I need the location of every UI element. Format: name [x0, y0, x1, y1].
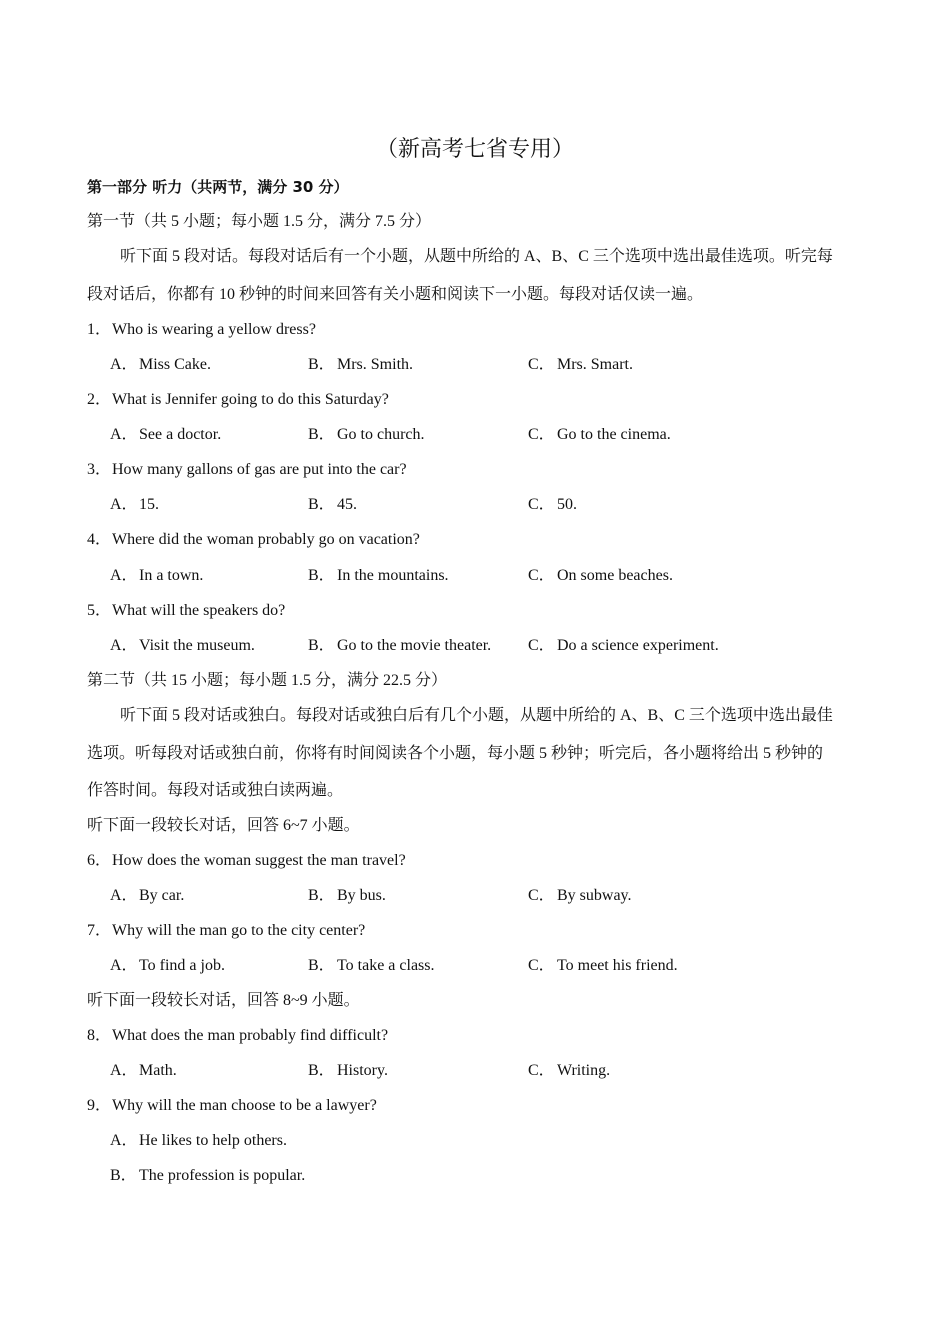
section2-instructions-2: 选项。听每段对话或独白前，你将有时间阅读各个小题，每小题 5 秒钟；听完后，各小题将给出 5 秒钟的 — [87, 745, 824, 762]
passage-8-9-intro: 听下面一段较长对话，回答 8~9 小题。 — [87, 992, 360, 1009]
q4-option-c: C． On some beaches. — [528, 567, 673, 584]
question-1: 1．Who is wearing a yellow dress? — [87, 321, 316, 338]
section2-heading: 第二节（共 15 小题；每小题 1.5 分，满分 22.5 分） — [87, 672, 448, 689]
q5-option-a: A．Visit the museum. — [110, 637, 255, 654]
q6-option-b: B． By bus. — [308, 887, 386, 904]
section1-heading: 第一节（共 5 小题；每小题 1.5 分，满分 7.5 分） — [87, 213, 432, 230]
q6-option-a: A．By car. — [110, 887, 185, 904]
question-6: 6．How does the woman suggest the man travel? — [87, 852, 406, 869]
q8-option-a: A．Math. — [110, 1062, 177, 1079]
question-7: 7．Why will the man go to the city center? — [87, 922, 366, 939]
section2-instructions-1: 听下面 5 段对话或独白。每段对话或独白后有几个小题，从题中所给的 A、B、C 三个选项中选出最佳 — [120, 707, 833, 724]
q3-option-a: A．15. — [110, 496, 159, 513]
q5-option-b: B． Go to the movie theater. — [308, 637, 492, 654]
q2-option-c: C． Go to the cinema. — [528, 426, 671, 443]
q4-option-b: B． In the mountains. — [308, 567, 449, 584]
q7-option-b: B． To take a class. — [308, 957, 435, 974]
q1-option-c: C． Mrs. Smart. — [528, 356, 633, 373]
question-5: 5．What will the speakers do? — [87, 602, 286, 619]
section1-instructions-2: 段对话后，你都有 10 秒钟的时间来回答有关小题和阅读下一小题。每段对话仅读一遍。 — [87, 286, 704, 303]
question-4: 4．Where did the woman probably go on vacation? — [87, 531, 420, 548]
q2-option-b: B． Go to church. — [308, 426, 425, 443]
q5-option-c: C． Do a science experiment. — [528, 637, 719, 654]
q7-option-c: C． To meet his friend. — [528, 957, 678, 974]
page-title: （新高考七省专用） — [375, 137, 574, 162]
section1-instructions-1: 听下面 5 段对话。每段对话后有一个小题，从题中所给的 A、B、C 三个选项中选出最佳选项。听完每 — [120, 248, 833, 265]
q9-option-a: A．He likes to help others. — [110, 1132, 287, 1149]
q2-option-a: A．See a doctor. — [110, 426, 222, 443]
q4-option-a: A．In a town. — [110, 567, 204, 584]
q1-option-a: A．Miss Cake. — [110, 356, 211, 373]
question-3: 3．How many gallons of gas are put into the car? — [87, 461, 407, 478]
question-8: 8．What does the man probably find difficult? — [87, 1027, 389, 1044]
q8-option-c: C． Writing. — [528, 1062, 611, 1079]
question-9: 9．Why will the man choose to be a lawyer? — [87, 1097, 377, 1114]
q3-option-b: B． 45. — [308, 496, 357, 513]
q1-option-b: B． Mrs. Smith. — [308, 356, 414, 373]
section2-instructions-3: 作答时间。每段对话或独白读两遍。 — [87, 782, 344, 799]
passage-6-7-intro: 听下面一段较长对话，回答 6~7 小题。 — [87, 817, 360, 834]
q6-option-c: C． By subway. — [528, 887, 632, 904]
part1-heading: 第一部分 听力（共两节，满分 30 分） — [87, 178, 349, 196]
question-2: 2．What is Jennifer going to do this Saturday? — [87, 391, 389, 408]
q8-option-b: B． History. — [308, 1062, 388, 1079]
q7-option-a: A．To find a job. — [110, 957, 225, 974]
q3-option-c: C． 50. — [528, 496, 577, 513]
q9-option-b: B． The profession is popular. — [110, 1167, 306, 1184]
